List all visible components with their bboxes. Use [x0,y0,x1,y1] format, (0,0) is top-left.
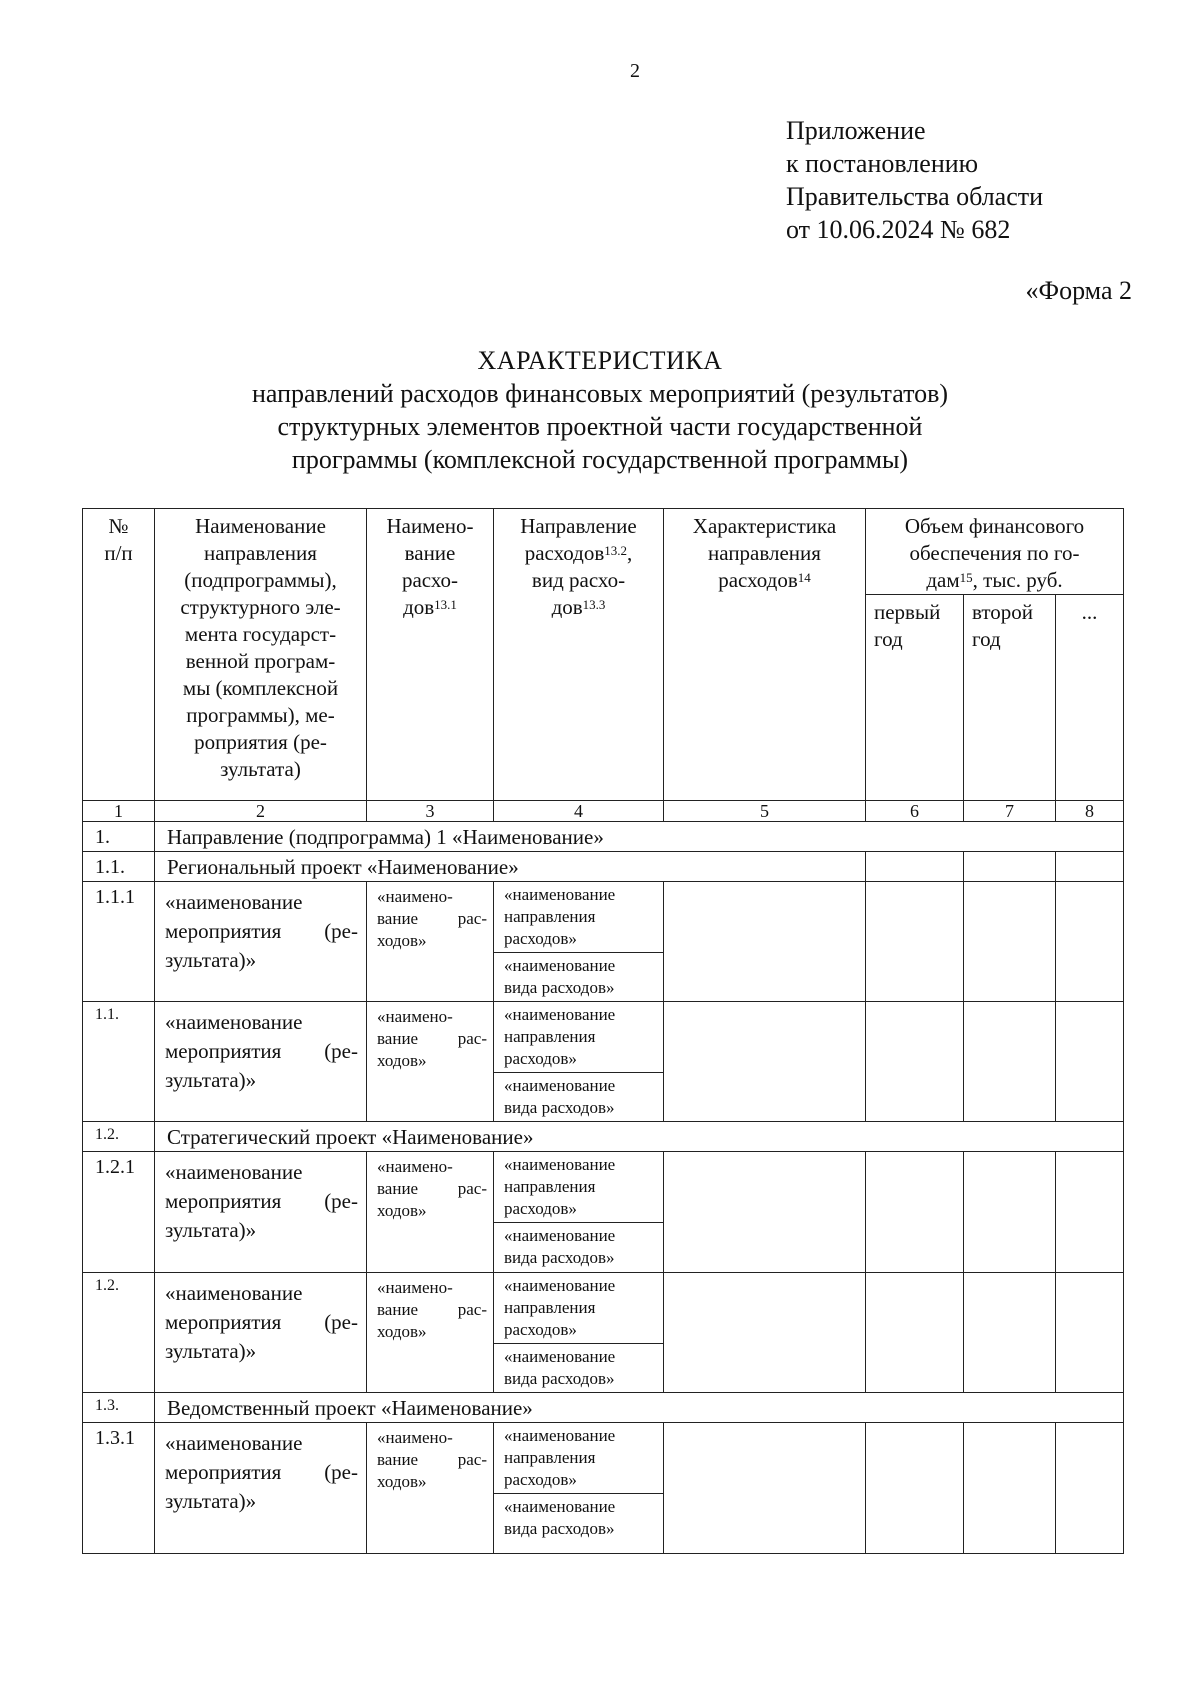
direction-line: расходов» [504,1199,577,1218]
appendix-line: Правительства области [786,182,1044,211]
empty-cell [866,1152,964,1273]
page-number: 2 [630,60,640,82]
type-line: «наименование [504,956,616,975]
empty-cell [964,1152,1056,1273]
appendix-date-number: от 10.06.2024 № 682 [786,215,1011,244]
header-line: первый [874,600,941,624]
item-text: (ре- [324,1460,358,1484]
title-line: направлений расходов финансовых мероприятий (результатов) [251,379,949,408]
direction-line: «наименование [504,1155,616,1174]
direction-line: расходов» [504,929,577,948]
item-row [83,1423,1124,1494]
column-number: 5 [664,801,866,822]
expense-line: «наимено- [377,1157,453,1176]
header-text: расходов [718,568,798,592]
empty-cell [664,1002,866,1122]
direction-line: расходов» [504,1320,577,1339]
header-line: № [108,514,129,538]
section-label: Направление (подпрограмма) 1 «Наименование» [155,822,1124,852]
characteristics-table [82,508,1124,1554]
expense-name [367,1002,494,1122]
expense-name [367,1423,494,1554]
expense-type [494,1223,664,1273]
section-label: Региональный проект «Наименование» [155,852,866,882]
header-line: расхо- [401,568,459,592]
item-name [155,1152,367,1273]
row-number: 1.2. [83,1273,155,1393]
header-line: вид расхо- [531,568,626,592]
header-line: ... [1081,600,1098,624]
footnote-mark: 13.2 [604,543,628,558]
title-main: ХАРАКТЕРИСТИКА [477,346,723,375]
expense-direction [494,1152,664,1223]
item-line [165,1458,358,1487]
expense-line [377,1178,487,1200]
direction-line: «наименование [504,1005,616,1024]
title-line: структурных элементов проектной части государственной [277,412,923,441]
header-characteristic [664,509,866,801]
empty-cell [1056,1273,1124,1393]
header-line: роприятия (ре- [194,730,327,754]
expense-line: ходов» [377,931,427,950]
expense-line [377,1449,487,1471]
item-line: зультата)» [165,1218,257,1242]
item-line: «наименование [165,890,303,914]
document-title [0,344,1200,476]
type-line: вида расходов» [504,1098,615,1117]
form-label: «Форма 2 [1025,276,1132,305]
header-line: (подпрограммы), [184,568,337,592]
section-row [83,822,1124,852]
expense-text: рас- [457,1029,487,1048]
row-number: 1.3. [83,1393,155,1423]
expense-name [367,1152,494,1273]
header-line: п/п [104,541,133,565]
expense-direction [494,1002,664,1073]
empty-cell [664,882,866,1002]
column-number: 1 [83,801,155,822]
title-line: программы (комплексной государственной программы) [291,445,909,474]
direction-line: направления [504,1298,596,1317]
header-row [83,509,1124,595]
item-text: мероприятия [165,1460,282,1484]
row-number: 1.1.1 [83,882,155,1002]
header-line: обеспечения по го- [909,541,1080,565]
empty-cell [1056,882,1124,1002]
column-number: 3 [367,801,494,822]
empty-cell [866,1002,964,1122]
header-line [494,540,663,567]
type-line: «наименование [504,1226,616,1245]
header-line [494,594,663,621]
item-line: зультата)» [165,1489,257,1513]
item-name [155,1423,367,1554]
expense-line: «наимено- [377,1007,453,1026]
header-line: структурного эле- [180,595,341,619]
row-number: 1.1. [83,852,155,882]
expense-type [494,953,664,1002]
direction-line: «наименование [504,1426,616,1445]
expense-line [377,1028,487,1050]
direction-line: направления [504,1027,596,1046]
header-line [866,567,1123,594]
header-text: дам [926,568,960,592]
direction-line: направления [504,1177,596,1196]
header-line: Объем финансового [904,514,1085,538]
expense-text: вание [377,1179,419,1198]
expense-type [494,1073,664,1122]
type-line: «наименование [504,1497,616,1516]
expense-line: ходов» [377,1201,427,1220]
column-number: 2 [155,801,367,822]
item-line: «наименование [165,1281,303,1305]
header-line: программы), ме- [186,703,335,727]
expense-line: ходов» [377,1472,427,1491]
item-row [83,1002,1124,1073]
row-number: 1.3.1 [83,1423,155,1554]
expense-line: «наимено- [377,1278,453,1297]
header-text: , [627,541,633,565]
item-line: зультата)» [165,1068,257,1092]
empty-cell [964,882,1056,1002]
item-name [155,1002,367,1122]
type-line: вида расходов» [504,1519,615,1538]
expense-text: рас- [457,1300,487,1319]
direction-line: «наименование [504,1276,616,1295]
header-text: дов [551,595,583,619]
appendix-line: Приложение [786,116,926,145]
item-line [165,1308,358,1337]
header-line: второй [972,600,1034,624]
header-line: Характеристика [692,514,837,538]
direction-line: расходов» [504,1049,577,1068]
footnote-mark: 13.1 [434,597,457,612]
header-text: расходов [524,541,605,565]
item-name [155,882,367,1002]
expense-text: рас- [457,1450,487,1469]
header-year-1 [866,595,964,801]
header-line [367,594,493,621]
empty-cell [1056,1002,1124,1122]
header-direction [494,509,664,801]
expense-line [377,1299,487,1321]
header-line: мента государст- [184,622,337,646]
header-year-more [1056,595,1124,801]
item-line: «наименование [165,1431,303,1455]
appendix-line: к постановлению [786,149,979,178]
item-text: мероприятия [165,919,282,943]
header-line: Направление [520,514,637,538]
row-number: 1.2.1 [83,1152,155,1273]
empty-cell [664,1423,866,1554]
column-number: 8 [1056,801,1124,822]
empty-cell [1056,852,1124,882]
expense-text: вание [377,1450,419,1469]
item-text: (ре- [324,1189,358,1213]
header-line: год [972,627,1001,651]
row-number: 1.1. [83,1002,155,1122]
expense-direction [494,882,664,953]
column-number-row [83,801,1124,822]
header-year-2 [964,595,1056,801]
header-line [664,567,865,594]
header-line: год [874,627,903,651]
expense-line: ходов» [377,1051,427,1070]
header-funding-group [866,509,1124,595]
expense-text: вание [377,909,419,928]
header-name [155,509,367,801]
item-name [155,1273,367,1393]
column-number: 6 [866,801,964,822]
section-row [83,852,1124,882]
row-number: 1.2. [83,1122,155,1152]
item-line: зультата)» [165,1339,257,1363]
empty-cell [1056,1152,1124,1273]
expense-line [377,908,487,930]
type-line: «наименование [504,1076,616,1095]
type-line: вида расходов» [504,1369,615,1388]
type-line: вида расходов» [504,978,615,997]
item-line [165,1187,358,1216]
item-text: мероприятия [165,1189,282,1213]
header-line: венной програм- [185,649,336,673]
footnote-mark: 13.3 [582,597,606,612]
header-line: вание [404,541,456,565]
header-line: направления [204,541,317,565]
row-number: 1. [83,822,155,852]
header-number [83,509,155,801]
empty-cell [866,1423,964,1554]
column-number: 7 [964,801,1056,822]
item-line: зультата)» [165,948,257,972]
footnote-mark: 15 [959,570,973,585]
type-line: «наименование [504,1347,616,1366]
item-line: «наименование [165,1010,303,1034]
expense-text: вание [377,1300,419,1319]
section-label: Ведомственный проект «Наименование» [155,1393,1124,1423]
empty-cell [866,1273,964,1393]
direction-line: расходов» [504,1470,577,1489]
expense-text: рас- [457,1179,487,1198]
empty-cell [866,882,964,1002]
direction-line: направления [504,907,596,926]
expense-direction [494,1273,664,1344]
expense-line: «наимено- [377,1428,453,1447]
empty-cell [964,1273,1056,1393]
header-text: дов [403,595,435,619]
column-number: 4 [494,801,664,822]
empty-cell [664,1273,866,1393]
empty-cell [866,852,964,882]
header-line: Наименование [195,514,326,538]
header-text: , тыс. руб. [972,568,1063,592]
item-row [83,1152,1124,1223]
header-line: мы (комплексной [182,676,339,700]
header-line: направления [708,541,821,565]
direction-line: «наименование [504,885,616,904]
expense-type [494,1344,664,1393]
item-line: «наименование [165,1160,303,1184]
type-line: вида расходов» [504,1248,615,1267]
item-row [83,1273,1124,1344]
item-line [165,917,358,946]
expense-text: вание [377,1029,419,1048]
empty-cell [964,852,1056,882]
item-text: (ре- [324,919,358,943]
empty-cell [964,1423,1056,1554]
expense-type [494,1494,664,1554]
header-line: зультата) [220,757,301,781]
section-label: Стратегический проект «Наименование» [155,1122,1124,1152]
item-row [83,882,1124,953]
section-row [83,1122,1124,1152]
expense-line: ходов» [377,1322,427,1341]
section-row [83,1393,1124,1423]
item-text: (ре- [324,1310,358,1334]
item-line [165,1037,358,1066]
empty-cell [664,1152,866,1273]
expense-line: «наимено- [377,887,453,906]
expense-text: рас- [457,909,487,928]
expense-name [367,1273,494,1393]
empty-cell [964,1002,1056,1122]
appendix-block [786,114,1043,246]
direction-line: направления [504,1448,596,1467]
empty-cell [1056,1423,1124,1554]
item-text: (ре- [324,1039,358,1063]
footnote-mark: 14 [797,570,811,585]
expense-direction [494,1423,664,1494]
header-expense-name [367,509,494,801]
header-line: Наимено- [386,514,474,538]
item-text: мероприятия [165,1039,282,1063]
item-text: мероприятия [165,1310,282,1334]
expense-name [367,882,494,1002]
